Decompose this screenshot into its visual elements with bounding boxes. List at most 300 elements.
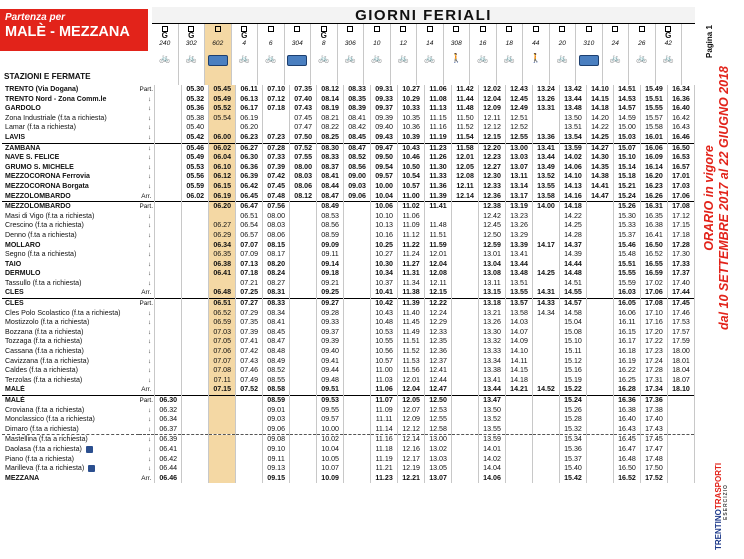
departure-time: 15.10 — [613, 153, 640, 163]
departure-time: 12.05 — [398, 396, 425, 406]
departure-time: 06.02 — [182, 192, 209, 202]
departure-time: 08.03 — [263, 221, 290, 231]
departure-time — [586, 202, 613, 212]
departure-time: 17.30 — [667, 250, 694, 260]
departure-time: 11.27 — [398, 260, 425, 270]
departure-time: 07.48 — [263, 192, 290, 202]
departure-time: 16.31 — [640, 202, 667, 212]
departure-time: 14.22 — [586, 123, 613, 133]
train-number: 18 — [505, 40, 513, 47]
page-number: Pagina 1 — [705, 25, 714, 58]
departure-time — [344, 250, 371, 260]
departure-time: 06.32 — [155, 406, 182, 416]
departure-time: 06.29 — [209, 231, 236, 241]
departure-time: 07.33 — [263, 153, 290, 163]
departure-time — [155, 114, 182, 124]
departure-time: 06.12 — [209, 172, 236, 182]
arrival-departure-marker: ↓ — [139, 153, 154, 163]
departure-time — [182, 241, 209, 251]
departure-time: 06.04 — [209, 153, 236, 163]
departure-time — [344, 425, 371, 435]
departure-time — [209, 455, 236, 465]
departure-time: 05.36 — [182, 104, 209, 114]
departure-time: 12.53 — [425, 406, 452, 416]
departure-time: 14.57 — [613, 104, 640, 114]
departure-time — [452, 202, 479, 212]
station-name — [2, 425, 139, 435]
departure-time: 11.19 — [371, 455, 398, 465]
departure-time — [155, 231, 182, 241]
departure-time — [344, 337, 371, 347]
departure-time — [452, 260, 479, 270]
departure-time: 17.28 — [667, 241, 694, 251]
departure-time — [667, 474, 694, 484]
departure-time — [155, 182, 182, 192]
bicycle-icon: 🚲 — [477, 53, 489, 63]
departure-time — [452, 279, 479, 289]
departure-time: 09.14 — [317, 260, 344, 270]
departure-time: 08.41 — [344, 114, 371, 124]
departure-time: 09.21 — [317, 279, 344, 289]
departure-time: 14.03 — [506, 318, 533, 328]
departure-time: 12.21 — [398, 474, 425, 484]
station-name — [2, 464, 139, 474]
departure-time — [209, 396, 236, 406]
station-name — [2, 192, 139, 202]
departure-time: 12.50 — [425, 396, 452, 406]
departure-time: 09.06 — [344, 192, 371, 202]
arrival-departure-marker: ↓ — [139, 347, 154, 357]
departure-time: 17.50 — [640, 464, 667, 474]
departure-time: 11.08 — [425, 95, 452, 105]
arrival-departure-marker: ↓ — [139, 455, 154, 465]
station-label: MEZZOCORONA Ferrovia — [5, 173, 90, 181]
timetable-row — [2, 241, 695, 251]
departure-time: 12.51 — [506, 114, 533, 124]
departure-time: 11.40 — [398, 309, 425, 319]
departure-time: 17.53 — [667, 318, 694, 328]
departure-time: 11.56 — [398, 366, 425, 376]
departure-time: 11.26 — [425, 153, 452, 163]
departure-time: 11.49 — [398, 328, 425, 338]
departure-time: 09.01 — [263, 406, 290, 416]
departure-time — [344, 396, 371, 406]
arrival-departure-marker: ↓ — [139, 221, 154, 231]
departure-time — [209, 425, 236, 435]
departure-time — [290, 396, 317, 406]
departure-time: 16.53 — [667, 153, 694, 163]
departure-time — [344, 385, 371, 395]
departure-time: 08.33 — [344, 85, 371, 95]
departure-time: 13.55 — [533, 182, 560, 192]
departure-time — [290, 376, 317, 386]
arrival-departure-marker: ↓ — [139, 163, 154, 173]
departure-time: 15.40 — [560, 464, 587, 474]
departure-time — [344, 445, 371, 455]
departure-time: 14.02 — [560, 153, 587, 163]
departure-time — [586, 455, 613, 465]
departure-time: 11.09 — [398, 221, 425, 231]
departure-time — [586, 328, 613, 338]
departure-time: 11.39 — [425, 192, 452, 202]
departure-time: 16.01 — [640, 133, 667, 143]
departure-time: 08.27 — [263, 279, 290, 289]
departure-time — [344, 309, 371, 319]
station-label: CLES — [5, 300, 24, 308]
departure-time: 09.39 — [317, 337, 344, 347]
departure-time: 16.38 — [613, 406, 640, 416]
departure-time: 12.09 — [479, 104, 506, 114]
validity-period — [702, 66, 732, 330]
departure-time: 14.51 — [613, 85, 640, 95]
departure-time: 07.27 — [236, 299, 263, 309]
departure-time: 11.38 — [398, 288, 425, 298]
station-name — [2, 318, 139, 328]
departure-time: 13.55 — [479, 425, 506, 435]
departure-time — [452, 357, 479, 367]
departure-time: 12.36 — [479, 192, 506, 202]
departure-time: 10.10 — [371, 212, 398, 222]
departure-time — [425, 212, 452, 222]
departure-time: 12.16 — [398, 445, 425, 455]
departure-time — [155, 376, 182, 386]
departure-time — [290, 260, 317, 270]
departure-time — [667, 415, 694, 425]
departure-time: 11.39 — [398, 299, 425, 309]
departure-time: 15.33 — [613, 221, 640, 231]
departure-time — [506, 406, 533, 416]
departure-time: 11.42 — [452, 85, 479, 95]
departure-time: 12.24 — [425, 309, 452, 319]
departure-time: 13.48 — [506, 269, 533, 279]
departure-time: 09.10 — [263, 445, 290, 455]
timetable-row — [2, 376, 695, 386]
station-name — [2, 299, 139, 309]
departure-time: 08.19 — [317, 104, 344, 114]
departure-time — [290, 474, 317, 484]
timetable-row — [2, 182, 695, 192]
departure-time: 14.06 — [479, 474, 506, 484]
departure-time: 17.24 — [640, 357, 667, 367]
departure-time — [290, 337, 317, 347]
departure-time: 07.50 — [290, 133, 317, 143]
departure-time — [155, 347, 182, 357]
arrival-departure-marker: ↓ — [139, 231, 154, 241]
departure-time: 10.16 — [371, 231, 398, 241]
departure-time — [344, 347, 371, 357]
bicycle-icon: 🚲 — [424, 53, 436, 63]
departure-time: 06.44 — [155, 464, 182, 474]
station-name — [2, 376, 139, 386]
departure-time: 17.57 — [667, 328, 694, 338]
departure-time — [182, 376, 209, 386]
train-number: 26 — [638, 40, 646, 47]
departure-time — [290, 269, 317, 279]
departure-time: 08.44 — [317, 182, 344, 192]
timetable-row — [2, 114, 695, 124]
departure-time: 15.46 — [613, 241, 640, 251]
departure-time — [452, 385, 479, 395]
departure-time: 17.02 — [640, 279, 667, 289]
departure-time: 18.01 — [667, 357, 694, 367]
departure-time: 11.34 — [398, 279, 425, 289]
departure-time — [586, 250, 613, 260]
station-name — [2, 396, 139, 406]
station-name — [2, 309, 139, 319]
station-name — [2, 357, 139, 367]
departure-time — [290, 415, 317, 425]
departure-time — [452, 425, 479, 435]
departure-time: 17.31 — [640, 376, 667, 386]
validity-line1: ORARIO in vigore — [702, 145, 716, 251]
departure-time: 16.43 — [667, 123, 694, 133]
pedestrian-icon: 🚶 — [530, 53, 542, 63]
station-label: Daolasa (f.ta a richiesta) — [5, 444, 82, 453]
departure-time: 08.06 — [290, 182, 317, 192]
departure-time — [155, 153, 182, 163]
departure-time — [452, 464, 479, 474]
departure-time: 06.51 — [236, 212, 263, 222]
departure-time — [182, 425, 209, 435]
timetable-row — [2, 260, 695, 270]
arrival-departure-marker: Part. — [139, 300, 153, 308]
train-number: 12 — [399, 40, 407, 47]
departure-time — [155, 85, 182, 95]
station-name — [2, 202, 139, 212]
departure-time — [182, 212, 209, 222]
departure-time: 10.57 — [371, 357, 398, 367]
departure-time: 07.41 — [236, 337, 263, 347]
departure-time: 10.48 — [371, 318, 398, 328]
departure-time: 15.34 — [560, 435, 587, 445]
departure-time: 12.55 — [506, 133, 533, 143]
departure-time: 09.31 — [371, 85, 398, 95]
departure-time: 10.54 — [398, 172, 425, 182]
station-name — [2, 221, 139, 231]
departure-time: 11.02 — [398, 202, 425, 212]
departure-time: 10.37 — [371, 279, 398, 289]
station-name — [2, 231, 139, 241]
departure-time: 17.28 — [640, 366, 667, 376]
departure-time: 12.01 — [398, 376, 425, 386]
departure-time: 13.26 — [506, 221, 533, 231]
departure-time — [209, 445, 236, 455]
departure-time: 13.01 — [479, 250, 506, 260]
departure-time: 08.48 — [263, 347, 290, 357]
station-name — [2, 212, 139, 222]
departure-time — [155, 299, 182, 309]
departure-time: 07.52 — [236, 385, 263, 395]
departure-time — [667, 455, 694, 465]
departure-time: 16.19 — [613, 357, 640, 367]
departure-time: 13.51 — [560, 123, 587, 133]
departure-time — [182, 435, 209, 445]
bicycle-icon: 🚲 — [265, 53, 277, 63]
departure-time — [344, 376, 371, 386]
arrival-departure-marker: ↓ — [139, 376, 154, 386]
departure-time: 07.43 — [236, 357, 263, 367]
departure-time: 08.41 — [317, 172, 344, 182]
train-flag: G — [161, 31, 168, 40]
departure-time: 08.47 — [263, 337, 290, 347]
departure-time: 12.43 — [506, 85, 533, 95]
train-number: 16 — [479, 40, 487, 47]
timetable-row — [2, 95, 695, 105]
timetable — [2, 7, 695, 483]
departure-time: 09.44 — [317, 366, 344, 376]
departure-time: 09.08 — [263, 435, 290, 445]
departure-time: 09.53 — [317, 396, 344, 406]
departure-time: 12.22 — [425, 299, 452, 309]
departure-time — [182, 328, 209, 338]
departure-time: 14.27 — [586, 143, 613, 153]
departure-time: 08.58 — [263, 385, 290, 395]
departure-time: 07.46 — [236, 366, 263, 376]
departure-time: 09.33 — [371, 95, 398, 105]
departure-time: 10.55 — [371, 337, 398, 347]
station-name — [2, 250, 139, 260]
departure-time: 13.51 — [506, 279, 533, 289]
departure-time: 09.15 — [263, 474, 290, 484]
departure-time: 13.34 — [479, 357, 506, 367]
departure-time: 14.51 — [560, 279, 587, 289]
departure-time: 17.44 — [667, 288, 694, 298]
departure-time: 12.23 — [479, 153, 506, 163]
departure-time: 08.52 — [263, 366, 290, 376]
departure-time: 10.27 — [398, 85, 425, 95]
departure-time: 08.59 — [263, 396, 290, 406]
departure-time: 12.11 — [452, 182, 479, 192]
departure-time: 14.47 — [586, 192, 613, 202]
timetable-row — [2, 163, 695, 173]
station-name — [2, 445, 139, 455]
departure-time: 08.56 — [317, 221, 344, 231]
departure-time: 06.47 — [236, 202, 263, 212]
departure-time: 13.44 — [479, 385, 506, 395]
station-name — [2, 85, 139, 95]
departure-time: 10.04 — [371, 192, 398, 202]
departure-time: 17.06 — [640, 288, 667, 298]
train-number: 44 — [532, 40, 540, 47]
departure-time: 07.21 — [236, 279, 263, 289]
train-number: 302 — [185, 40, 197, 47]
departure-time — [452, 376, 479, 386]
departure-time — [533, 425, 560, 435]
departure-time — [155, 172, 182, 182]
departure-time: 15.12 — [560, 357, 587, 367]
departure-time: 14.37 — [560, 241, 587, 251]
departure-time — [290, 250, 317, 260]
train-number: 308 — [450, 40, 462, 47]
departure-time: 13.33 — [479, 347, 506, 357]
departure-time: 13.00 — [425, 435, 452, 445]
departure-time — [290, 309, 317, 319]
departure-time: 07.35 — [236, 318, 263, 328]
departure-time — [344, 435, 371, 445]
departure-time: 06.20 — [209, 202, 236, 212]
station-name — [2, 153, 139, 163]
departure-time — [506, 445, 533, 455]
departure-time: 15.30 — [613, 212, 640, 222]
departure-time: 09.54 — [371, 163, 398, 173]
departure-time: 11.48 — [452, 104, 479, 114]
departure-time — [533, 435, 560, 445]
departure-time: 17.37 — [667, 269, 694, 279]
departure-time: 09.00 — [344, 172, 371, 182]
departure-time: 12.07 — [398, 406, 425, 416]
stations-header: STAZIONI E FERMATE — [4, 72, 91, 81]
departure-time: 16.25 — [613, 376, 640, 386]
departure-time: 14.10 — [560, 172, 587, 182]
departure-time — [533, 366, 560, 376]
departure-time — [290, 279, 317, 289]
arrival-departure-marker: Arr. — [139, 385, 154, 395]
departure-time: 07.05 — [209, 337, 236, 347]
departure-time: 12.44 — [425, 376, 452, 386]
station-name — [2, 337, 139, 347]
departure-time: 14.11 — [506, 357, 533, 367]
departure-time: 12.27 — [479, 163, 506, 173]
departure-time — [344, 279, 371, 289]
departure-time: 12.14 — [452, 192, 479, 202]
departure-time — [290, 347, 317, 357]
arrival-departure-marker: ↓ — [139, 269, 154, 279]
departure-time: 05.32 — [182, 95, 209, 105]
departure-time: 10.46 — [398, 153, 425, 163]
timetable-row — [2, 328, 695, 338]
departure-time: 16.59 — [640, 269, 667, 279]
departure-time: 15.37 — [560, 455, 587, 465]
departure-time: 13.23 — [506, 212, 533, 222]
departure-time — [155, 279, 182, 289]
departure-time: 16.36 — [667, 95, 694, 105]
timetable-row — [2, 221, 695, 231]
departure-time: 15.55 — [640, 104, 667, 114]
departure-time — [533, 455, 560, 465]
departure-time: 07.08 — [209, 366, 236, 376]
departure-time: 10.02 — [317, 435, 344, 445]
departure-time: 10.00 — [317, 425, 344, 435]
departure-time: 12.35 — [425, 337, 452, 347]
departure-time: 14.33 — [533, 299, 560, 309]
departure-time: 11.52 — [398, 347, 425, 357]
departure-time: 12.04 — [425, 260, 452, 270]
departure-time: 06.57 — [236, 231, 263, 241]
departure-time: 13.41 — [479, 376, 506, 386]
station-name — [2, 347, 139, 357]
timetable-row — [2, 357, 695, 367]
departure-time — [586, 406, 613, 416]
departure-time: 17.38 — [640, 406, 667, 416]
departure-time: 13.32 — [479, 337, 506, 347]
departure-time: 12.01 — [452, 153, 479, 163]
departure-time: 08.35 — [344, 95, 371, 105]
departure-time: 08.17 — [263, 250, 290, 260]
departure-time: 12.45 — [479, 221, 506, 231]
departure-time: 05.45 — [209, 85, 236, 95]
departure-time — [290, 366, 317, 376]
departure-time: 10.39 — [398, 133, 425, 143]
departure-time — [344, 299, 371, 309]
departure-time: 17.59 — [667, 337, 694, 347]
departure-time: 09.47 — [371, 143, 398, 153]
departure-time — [506, 464, 533, 474]
timetable-row — [2, 231, 695, 241]
departure-time: 14.16 — [560, 192, 587, 202]
station-label: Mostizzolo (f.ta a richiesta) — [5, 318, 90, 327]
departure-time: 16.45 — [613, 435, 640, 445]
departure-time — [236, 435, 263, 445]
